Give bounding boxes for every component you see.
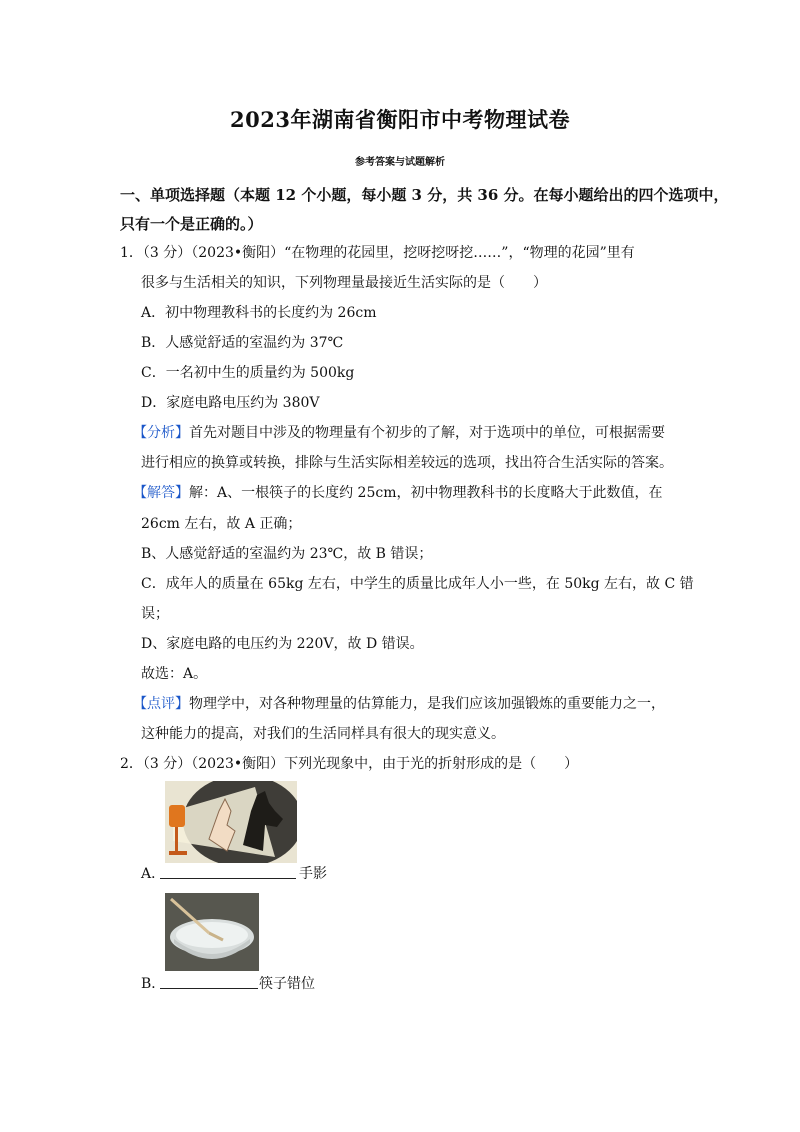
hand-shadow-illustration (165, 781, 297, 863)
q1-stem-line1: 1．（3 分）（2023•衡阳）“在物理的花园里，挖呀挖呀挖……”，“物理的花园”里有 (120, 245, 635, 261)
q1-option-d: D．家庭电路电压约为 380V (141, 395, 320, 411)
q1-answer-line1 (133, 482, 663, 502)
q1-answer-line5: 误； (141, 606, 169, 622)
section-heading-line1: 一、单项选择题（本题 12 个小题，每小题 3 分，共 36 分。在每小题给出的四个选项中， (120, 186, 729, 204)
q2-option-b-letter: B． (141, 976, 166, 992)
hand-shadow-image (165, 781, 297, 863)
q1-answer-line4: C．成年人的质量在 65kg 左右，中学生的质量比成年人小一些，在 50kg 左右，故 C 错 (141, 576, 694, 592)
q1-analysis-line1 (133, 422, 665, 442)
q1-answer-line6: D、家庭电路的电压约为 220V，故 D 错误。 (141, 636, 424, 652)
q2-option-a-caption: 手影 (299, 866, 327, 882)
q1-analysis-line2: 进行相应的换算或转换，排除与生活实际相差较远的选项，找出符合生活实际的答案。 (141, 455, 673, 471)
q1-comment-line1 (133, 693, 665, 713)
section-heading-line2: 只有一个是正确的。） (120, 215, 263, 233)
q1-option-a: A．初中物理教科书的长度约为 26cm (141, 305, 377, 321)
q1-option-b: B．人感觉舒适的室温约为 37℃ (141, 335, 344, 351)
q1-comment-line2: 这种能力的提高，对我们的生活同样具有很大的现实意义。 (141, 726, 505, 742)
option-a-blank (160, 878, 296, 879)
q2-option-a-letter: A． (141, 866, 166, 882)
q1-answer-line3: B、人感觉舒适的室温约为 23℃，故 B 错误； (141, 546, 433, 562)
comment-text: 物理学中，对各种物理量的估算能力，是我们应该加强锻炼的重要能力之一， (189, 696, 665, 712)
option-b-blank (160, 988, 258, 989)
comment-tag: 【点评】 (133, 696, 189, 712)
answer-tag: 【解答】 (133, 485, 189, 501)
q1-stem-line2: 很多与生活相关的知识，下列物理量最接近生活实际的是（ ） (141, 275, 547, 291)
q2-option-b-caption: 筷子错位 (259, 976, 315, 992)
chopstick-bowl-illustration (165, 893, 259, 971)
page-subtitle: 参考答案与试题解析 (355, 157, 445, 168)
q2-stem: 2．（3 分）（2023•衡阳）下列光现象中，由于光的折射形成的是（ ） (120, 756, 579, 772)
page-title: 2023年湖南省衡阳市中考物理试卷 (230, 107, 570, 132)
q1-answer-line7: 故选：A。 (141, 666, 208, 682)
analysis-text: 首先对题目中涉及的物理量有个初步的了解，对于选项中的单位，可根据需要 (189, 425, 665, 441)
chopstick-bowl-image (165, 893, 259, 971)
analysis-tag: 【分析】 (133, 425, 189, 441)
q1-option-c: C．一名初中生的质量约为 500kg (141, 365, 355, 381)
answer-text: 解：A、一根筷子的长度约 25cm，初中物理教科书的长度略大于此数值，在 (189, 485, 663, 501)
q1-answer-line2: 26cm 左右，故 A 正确； (141, 516, 302, 532)
